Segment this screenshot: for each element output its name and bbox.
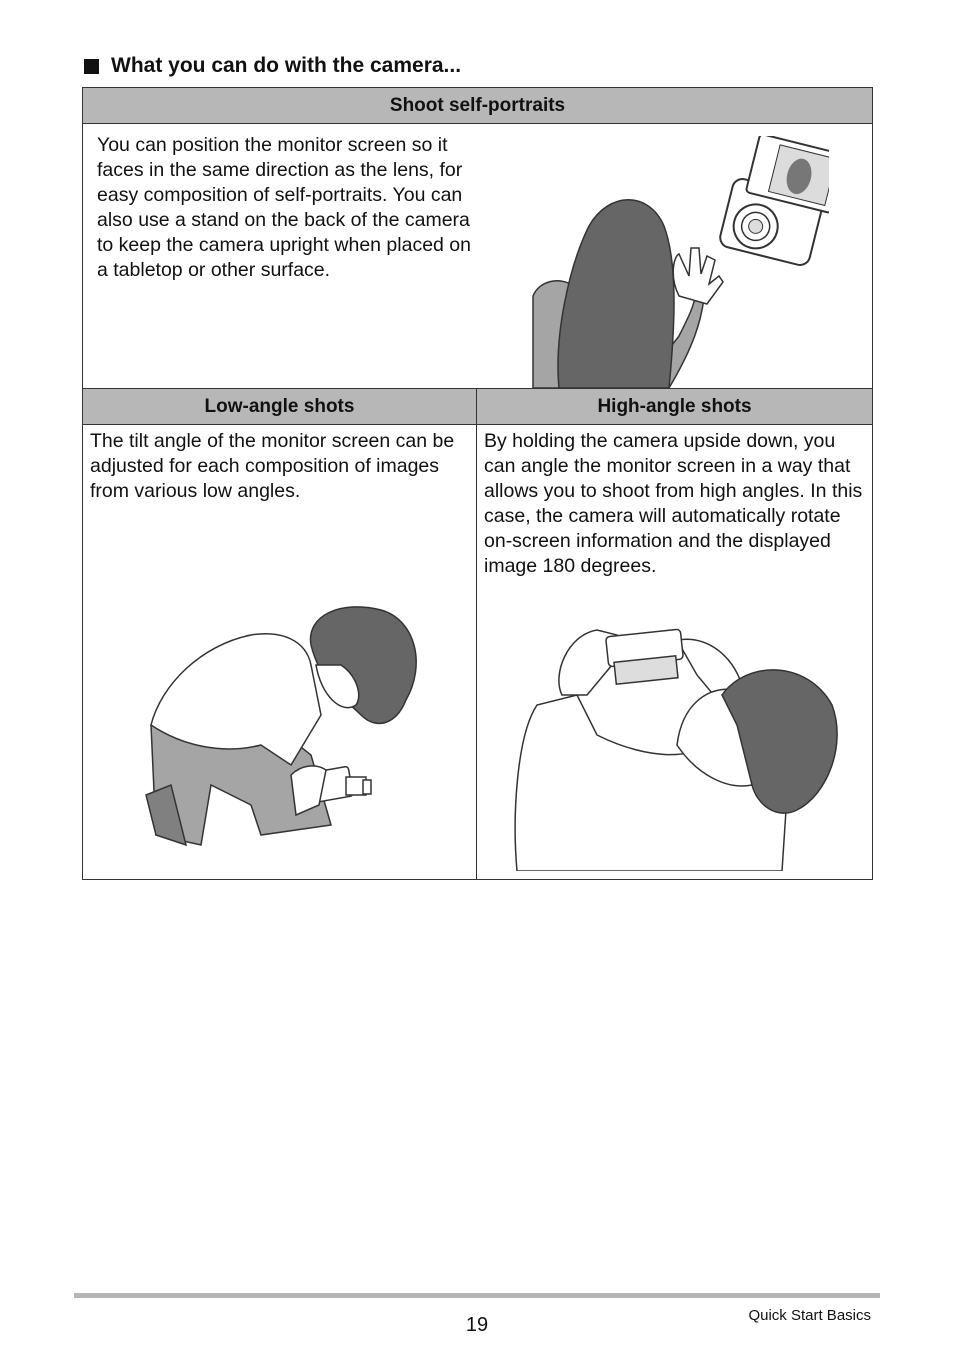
section-heading-text: What you can do with the camera... — [111, 54, 462, 77]
camera-icon — [606, 629, 684, 684]
footer-rule — [74, 1293, 880, 1298]
high-angle-header: High-angle shots — [477, 389, 873, 425]
self-portraits-header: Shoot self-portraits — [83, 88, 873, 124]
section-heading — [84, 54, 461, 78]
feature-table — [82, 87, 873, 880]
low-angle-text: The tilt angle of the monitor screen can be adjusted for each composition of images from various low angles. — [90, 430, 455, 502]
self-portraits-text: You can position the monitor screen so it faces in the same direction as the lens, for easy composition of self-portraits. You can also use a stand on the back of the camera to keep the camera upright when placed on a tabletop or other surface. — [97, 134, 471, 281]
page-number: 19 — [465, 1314, 489, 1336]
high-angle-illustration — [507, 615, 847, 871]
low-angle-illustration — [141, 605, 421, 865]
low-angle-header: Low-angle shots — [83, 389, 477, 425]
self-portraits-cell — [83, 124, 873, 389]
self-portrait-illustration — [529, 136, 829, 388]
high-angle-cell — [477, 425, 873, 880]
square-bullet-icon — [84, 59, 99, 74]
chapter-label: Quick Start Basics — [748, 1307, 871, 1324]
low-angle-cell — [83, 425, 477, 880]
camera-icon — [718, 136, 829, 270]
high-angle-text: By holding the camera upside down, you can angle the monitor screen in a way that allows you to shoot from high angles. In this case, the camera will automatically rotate on-screen information and the displayed image 180 degrees. — [484, 430, 863, 577]
